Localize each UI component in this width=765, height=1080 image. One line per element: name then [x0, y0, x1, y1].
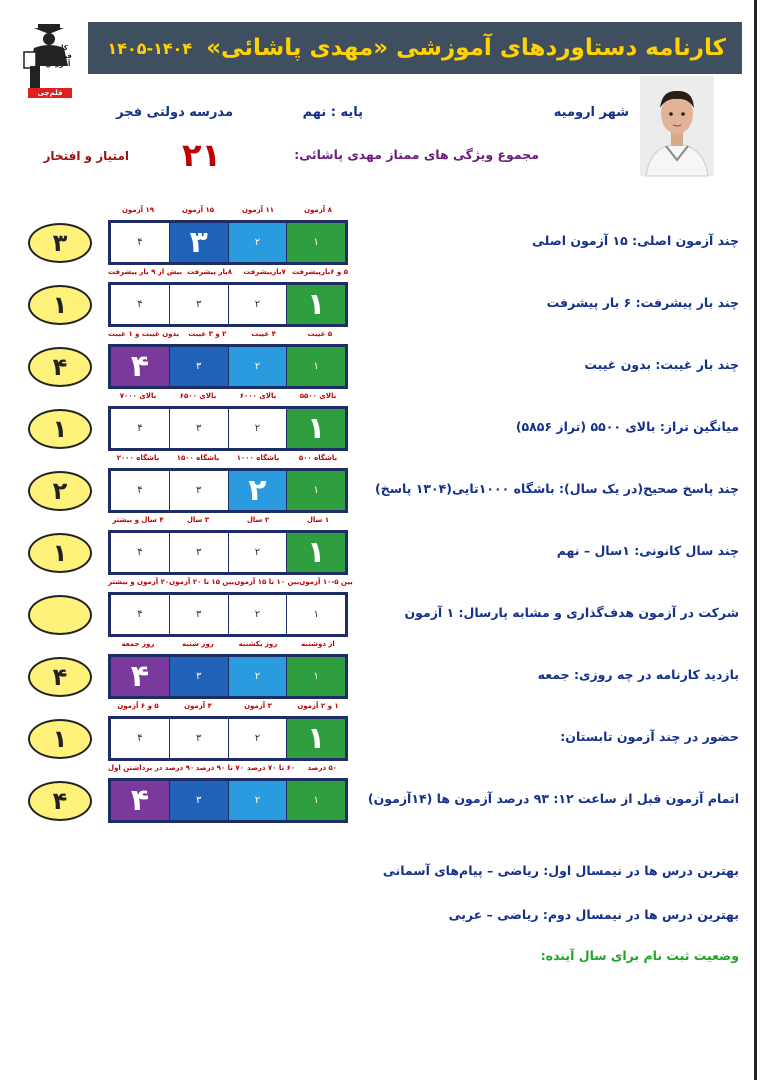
- level-cell-3: ۳: [169, 347, 228, 386]
- level-cell-1: ۱: [286, 223, 345, 262]
- level-cell-3: ۳: [169, 781, 228, 820]
- level-label: ۵۰ درصد: [307, 764, 338, 772]
- level-cell-3: ۳: [169, 595, 228, 634]
- level-label: ۸بار پیشرفت: [187, 268, 233, 276]
- level-cell-3: ۳: [169, 533, 228, 572]
- level-cell-2: ۲: [228, 781, 287, 820]
- level-label: ۲ سال: [246, 516, 270, 524]
- level-label: ۴ سال و بیشتر: [112, 516, 164, 524]
- level-cell-2: ۲: [228, 223, 287, 262]
- row-question: چند سال کانونی: ۱سال – نهم: [556, 543, 739, 558]
- level-cell-2: ۲: [228, 285, 287, 324]
- level-label: ۱۹ آزمون: [121, 206, 155, 214]
- row-score-circle: ۲: [28, 471, 92, 511]
- level-label: ۴ آزمون: [184, 702, 212, 710]
- level-label: بین ۱۵ تا ۲۰ آزمون: [169, 578, 235, 586]
- level-labels: [108, 578, 353, 590]
- level-label: ۳ آزمون: [244, 702, 272, 710]
- level-label: بدون غیبت و ۱ غیبت: [108, 330, 180, 338]
- level-label: ۵ و ۶بارپیشرفت: [291, 268, 349, 276]
- level-label: بالای ۶۵۰۰: [179, 392, 217, 400]
- level-label: بالای ۶۰۰۰: [239, 392, 277, 400]
- level-label: ۱۱ آزمون: [241, 206, 275, 214]
- level-cell-3: ۳: [169, 719, 228, 758]
- best-subjects-second: بهترین درس ها در نیمسال دوم: ریاضی – عربی: [448, 907, 739, 922]
- level-label: ۴ غیبت: [251, 330, 276, 338]
- level-cell-1: ۱: [286, 533, 345, 572]
- row-score-circle: [28, 595, 92, 635]
- logo-text: فرهنگی: [44, 52, 72, 60]
- level-label: ۱ سال: [306, 516, 330, 524]
- level-box: [108, 220, 348, 265]
- logo-text: آموزش: [45, 60, 71, 68]
- level-box: [108, 778, 348, 823]
- level-label: باشگاه ۲۰۰۰: [116, 454, 160, 462]
- level-label: باشگاه ۵۰۰: [298, 454, 338, 462]
- level-cell-4: ۴: [137, 423, 143, 434]
- level-labels: [108, 206, 348, 218]
- level-label: ۹۰ درصد در برداشتن اول: [108, 764, 195, 772]
- level-labels: [108, 516, 348, 528]
- row-score-circle: ۱: [28, 719, 92, 759]
- row-score-circle: ۴: [28, 781, 92, 821]
- total-score: ۲۱: [182, 136, 222, 174]
- row-question: چند آزمون اصلی: ۱۵ آزمون اصلی: [531, 233, 739, 248]
- level-cell-4: ۴: [111, 657, 169, 696]
- level-cell-3: ۳: [169, 285, 228, 324]
- level-cell-4: ۴: [137, 733, 143, 744]
- level-label: ۶۰ تا ۷۰ درصد: [247, 764, 296, 772]
- level-cell-1: ۱: [286, 719, 345, 758]
- level-label: از دوشنبه: [301, 640, 335, 648]
- level-cell-4: ۴: [137, 609, 143, 620]
- level-labels: [108, 764, 348, 776]
- logo-text: قلم‌چی: [37, 89, 63, 97]
- features-label: مجموع ویژگی های ممتاز مهدی پاشائی:: [294, 147, 539, 162]
- row-score-circle: ۴: [28, 347, 92, 387]
- level-label: بالای ۵۵۰۰: [299, 392, 337, 400]
- level-label: باشگاه ۱۰۰۰: [236, 454, 280, 462]
- level-cell-1: ۱: [286, 781, 345, 820]
- level-cell-4: ۴: [137, 237, 143, 248]
- level-box: [108, 406, 348, 451]
- level-label: روز شنبه: [182, 640, 214, 648]
- student-school: مدرسه دولتی فجر: [116, 105, 233, 120]
- level-cell-4: ۴: [111, 347, 169, 386]
- row-question: چند بار پیشرفت: ۶ بار پیشرفت: [546, 295, 739, 310]
- best-subjects-first: بهترین درس ها در نیمسال اول: ریاضی – پیام‌های آسمانی: [382, 863, 739, 878]
- row-question: شرکت در آزمون هدف‌گذاری و مشابه پارسال: ۱ آزمون: [404, 605, 739, 620]
- level-label: ۷۰ تا ۹۰ درصد: [195, 764, 244, 772]
- level-cell-1: ۱: [286, 409, 345, 448]
- level-cell-2: ۲: [228, 471, 287, 510]
- logo-text: کانون: [48, 44, 68, 52]
- level-box: [108, 654, 348, 699]
- level-label: ۳ سال: [186, 516, 210, 524]
- level-label: بین ۱۰ تا ۱۵ آزمون: [234, 578, 300, 586]
- level-box: [108, 282, 348, 327]
- level-labels: [108, 268, 348, 280]
- row-score-circle: ۳: [28, 223, 92, 263]
- academic-years: ۱۴۰۵-۱۴۰۴: [107, 38, 193, 58]
- row-question: اتمام آزمون قبل از ساعت ۱۲: ۹۳ درصد آزمون ها (۱۴آزمون): [367, 791, 739, 806]
- level-cell-1: ۱: [286, 347, 345, 386]
- level-label: بین ۵-۱۰ آزمون: [299, 578, 353, 586]
- level-cell-1: ۱: [286, 471, 345, 510]
- report-title: کارنامه دستاوردهای آموزشی «مهدی پاشائی»: [206, 35, 726, 61]
- level-labels: [108, 392, 348, 404]
- level-label: ۵ غیبت: [307, 330, 333, 338]
- level-label: بیش از ۹ بار پیشرفت: [108, 268, 183, 276]
- level-cell-3: ۳: [169, 657, 228, 696]
- level-cell-1: ۱: [286, 595, 345, 634]
- level-cell-2: ۲: [228, 347, 287, 386]
- row-score-circle: ۱: [28, 409, 92, 449]
- level-cell-4: ۴: [111, 781, 169, 820]
- score-label: امتیاز و افتخار: [43, 149, 129, 163]
- level-cell-3: ۳: [169, 471, 228, 510]
- row-question: چند بار غیبت: بدون غیبت: [584, 357, 739, 372]
- level-label: ۸ آزمون: [304, 206, 332, 214]
- level-box: [108, 592, 348, 637]
- level-cell-2: ۲: [228, 533, 287, 572]
- level-label: ۱ و ۲ آزمون: [297, 702, 339, 710]
- row-score-circle: ۱: [28, 285, 92, 325]
- level-label: روز یکشنبه: [238, 640, 278, 648]
- level-label: بالای ۷۰۰۰: [119, 392, 157, 400]
- level-label: باشگاه ۱۵۰۰: [176, 454, 220, 462]
- student-photo: [640, 76, 714, 176]
- level-label: ۲ و ۳ غیبت: [188, 330, 227, 338]
- row-question: میانگین تراز: بالای ۵۵۰۰ (تراز ۵۸۵۶): [515, 419, 739, 434]
- student-city: شهر ارومیه: [553, 105, 629, 120]
- row-score-circle: ۴: [28, 657, 92, 697]
- level-cell-4: ۴: [137, 485, 143, 496]
- level-box: [108, 530, 348, 575]
- level-label: روز جمعه: [121, 640, 155, 648]
- level-labels: [108, 330, 348, 342]
- level-box: [108, 344, 348, 389]
- level-labels: [108, 702, 348, 714]
- row-question: بازدید کارنامه در چه روزی: جمعه: [537, 667, 739, 682]
- level-cell-1: ۱: [286, 285, 345, 324]
- level-cell-1: ۱: [286, 657, 345, 696]
- level-cell-3: ۳: [169, 409, 228, 448]
- level-cell-4: ۴: [137, 299, 143, 310]
- level-label: ۷بارپیشرفت: [243, 268, 286, 276]
- level-cell-2: ۲: [228, 657, 287, 696]
- level-cell-4: ۴: [137, 547, 143, 558]
- row-question: حضور در چند آزمون تابستان:: [560, 729, 739, 744]
- level-cell-2: ۲: [228, 595, 287, 634]
- level-label: ۲۰ آزمون و بیشتر: [108, 578, 170, 586]
- level-cell-3: ۳: [169, 223, 228, 262]
- level-cell-2: ۲: [228, 719, 287, 758]
- level-cell-2: ۲: [228, 409, 287, 448]
- row-score-circle: ۱: [28, 533, 92, 573]
- title-banner: [88, 22, 742, 74]
- level-labels: [108, 640, 348, 652]
- level-label: ۱۵ آزمون: [181, 206, 215, 214]
- level-labels: [108, 454, 348, 466]
- student-grade: پایه : نهم: [302, 105, 363, 120]
- registration-status: وضعیت ثبت نام برای سال آینده:: [540, 948, 739, 963]
- row-question: چند پاسخ صحیح(در یک سال): باشگاه ۱۰۰۰تایی(۱۳۰۴ پاسخ): [375, 481, 739, 496]
- level-box: [108, 716, 348, 761]
- level-label: ۵ و ۶ آزمون: [117, 702, 159, 710]
- level-box: [108, 468, 348, 513]
